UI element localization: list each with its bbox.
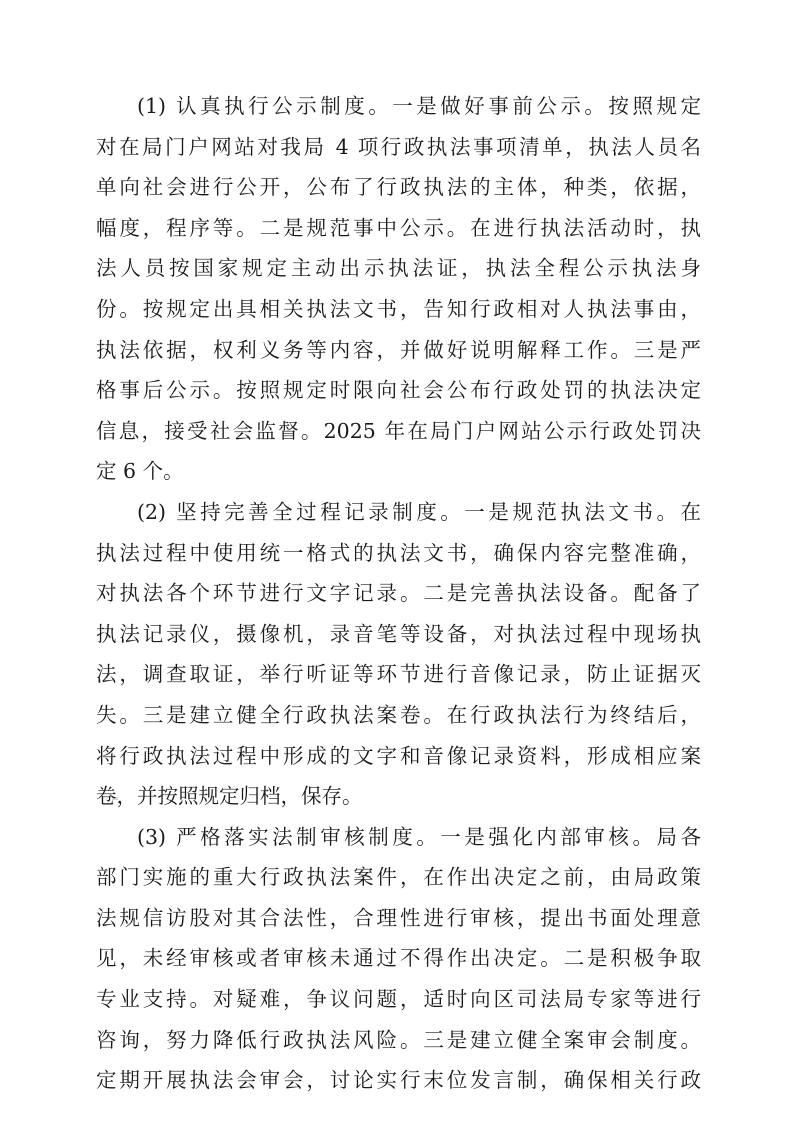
text-line: 格事后公示。按照规定时限向社会公布行政处罚的执法决定 bbox=[96, 378, 701, 403]
text-line: 专业支持。对疑难，争议问题，适时向区司法局专家等进行 bbox=[96, 987, 701, 1012]
text-line: 单向社会进行公开，公布了行政执法的主体，种类，依据， bbox=[96, 175, 701, 200]
text-line: 将行政执法过程中形成的文字和音像记录资料，形成相应案 bbox=[96, 743, 701, 768]
text-line: 法规信访股对其合法性，合理性进行审核，提出书面处理意 bbox=[96, 905, 701, 930]
text-line: 见，未经审核或者审核未通过不得作出决定。二是积极争取 bbox=[96, 946, 701, 971]
text-line: 信息，接受社会监督。2025 年在局门户网站公示行政处罚决 bbox=[96, 418, 701, 443]
text-line: 对在局门户网站对我局 4 项行政执法事项清单，执法人员名 bbox=[96, 134, 701, 159]
text-line: 执法过程中使用统一格式的执法文书，确保内容完整准确， bbox=[96, 540, 701, 565]
text-line: 失。三是建立健全行政执法案卷。在行政执法行为终结后， bbox=[96, 702, 701, 727]
text-line: 卷，并按照规定归档，保存。 bbox=[96, 784, 363, 809]
text-line: 法，调查取证，举行听证等环节进行音像记录，防止证据灭 bbox=[96, 662, 701, 687]
text-line: 幅度，程序等。二是规范事中公示。在进行执法活动时，执 bbox=[96, 215, 701, 240]
text-line: 执法记录仪，摄像机，录音笔等设备，对执法过程中现场执 bbox=[96, 621, 701, 646]
text-line: 执法依据，权利义务等内容，并做好说明解释工作。三是严 bbox=[96, 337, 701, 362]
text-line: (1) 认真执行公示制度。一是做好事前公示。按照规定 bbox=[137, 94, 701, 118]
paragraph-public-notice bbox=[96, 86, 701, 492]
text-line: (3) 严格落实法制审核制度。一是强化内部审核。局各 bbox=[137, 824, 701, 849]
text-line: 对执法各个环节进行文字记录。二是完善执法设备。配备了 bbox=[96, 581, 701, 606]
text-line: 部门实施的重大行政执法案件，在作出决定之前，由局政策 bbox=[96, 865, 701, 890]
document-body bbox=[96, 86, 701, 1101]
text-line: 份。按规定出具相关执法文书，告知行政相对人执法事由， bbox=[96, 296, 701, 321]
text-line: 咨询，努力降低行政执法风险。三是建立健全案审会制度。 bbox=[96, 1027, 701, 1052]
paragraph-process-recording bbox=[96, 492, 701, 817]
text-line: (2) 坚持完善全过程记录制度。一是规范执法文书。在 bbox=[137, 499, 701, 524]
text-line: 定 6 个。 bbox=[96, 459, 184, 484]
text-line: 定期开展执法会审会，讨论实行末位发言制，确保相关行政 bbox=[96, 1068, 701, 1093]
text-line: 法人员按国家规定主动出示执法证，执法全程公示执法身 bbox=[96, 256, 701, 281]
paragraph-legal-review bbox=[96, 817, 701, 1101]
